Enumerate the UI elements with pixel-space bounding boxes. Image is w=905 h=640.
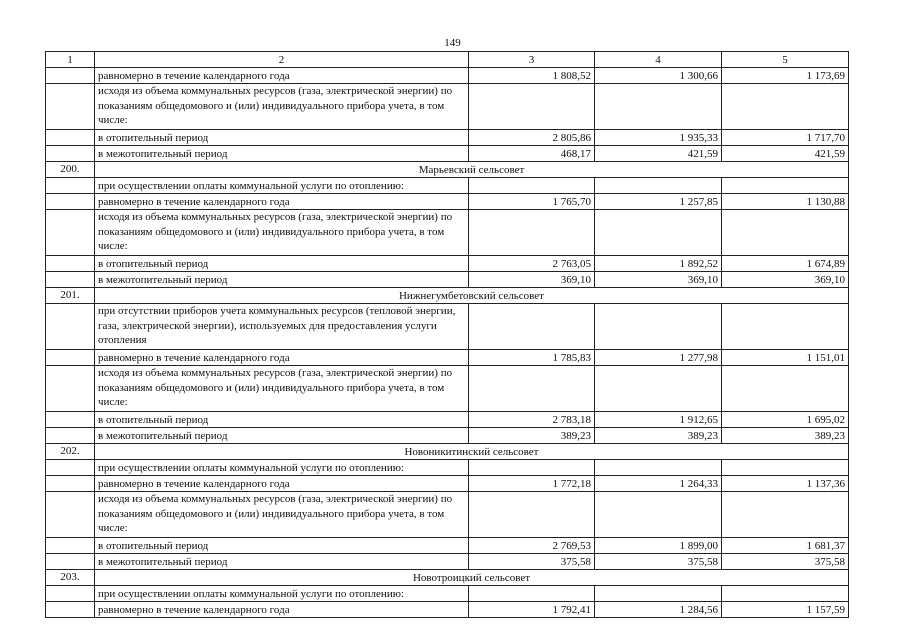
value-col-5: 1 157,59 [722, 602, 849, 618]
value-col-3 [469, 210, 595, 256]
row-number [46, 210, 95, 256]
value-col-3: 1 772,18 [469, 476, 595, 492]
row-label: исходя из объема коммунальных ресурсов (газа, электрической энергии) по показаниям общедомового и (или) индивидуального прибора учета, в том числе: [95, 84, 469, 130]
value-col-3: 2 783,18 [469, 412, 595, 428]
row-label: исходя из объема коммунальных ресурсов (газа, электрической энергии) по показаниям общедомового и (или) индивидуального прибора учета, в том числе: [95, 492, 469, 538]
row-number [46, 554, 95, 570]
row-label: равномерно в течение календарного года [95, 602, 469, 618]
header-col-1: 1 [46, 52, 95, 68]
value-col-4: 1 892,52 [595, 256, 722, 272]
row-number [46, 412, 95, 428]
table-row [46, 130, 849, 146]
row-number [46, 256, 95, 272]
row-label: при осуществлении оплаты коммунальной услуги по отоплению: [95, 460, 469, 476]
table-row [46, 366, 849, 412]
table-row [46, 476, 849, 492]
value-col-3: 468,17 [469, 146, 595, 162]
value-col-5 [722, 84, 849, 130]
row-number [46, 428, 95, 444]
table-row [46, 538, 849, 554]
section-number: 202. [46, 444, 95, 460]
section-number: 200. [46, 162, 95, 178]
table-row [46, 586, 849, 602]
section-row [46, 288, 849, 304]
value-col-5: 1 717,70 [722, 130, 849, 146]
table-row [46, 146, 849, 162]
table-row [46, 492, 849, 538]
row-number [46, 178, 95, 194]
row-label: в отопительный период [95, 256, 469, 272]
value-col-5: 1 674,89 [722, 256, 849, 272]
value-col-4: 1 284,56 [595, 602, 722, 618]
value-col-4: 1 277,98 [595, 350, 722, 366]
row-label: равномерно в течение календарного года [95, 476, 469, 492]
value-col-3 [469, 84, 595, 130]
value-col-3: 375,58 [469, 554, 595, 570]
row-label: исходя из объема коммунальных ресурсов (газа, электрической энергии) по показаниям общедомового и (или) индивидуального прибора учета, в том числе: [95, 366, 469, 412]
value-col-4 [595, 178, 722, 194]
row-label: в отопительный период [95, 538, 469, 554]
row-number [46, 146, 95, 162]
value-col-4: 1 899,00 [595, 538, 722, 554]
section-title: Новотроицкий сельсовет [95, 570, 849, 586]
table-row [46, 272, 849, 288]
value-col-5: 1 681,37 [722, 538, 849, 554]
value-col-4 [595, 84, 722, 130]
value-col-3 [469, 178, 595, 194]
page-number: 149 [444, 37, 461, 49]
row-number [46, 492, 95, 538]
value-col-4 [595, 492, 722, 538]
row-label: равномерно в течение календарного года [95, 350, 469, 366]
value-col-4 [595, 460, 722, 476]
value-col-5 [722, 460, 849, 476]
value-col-5: 421,59 [722, 146, 849, 162]
section-row [46, 570, 849, 586]
value-col-5 [722, 586, 849, 602]
value-col-5: 1 173,69 [722, 68, 849, 84]
value-col-5 [722, 178, 849, 194]
value-col-5: 389,23 [722, 428, 849, 444]
value-col-3: 389,23 [469, 428, 595, 444]
table-row [46, 194, 849, 210]
value-col-5: 1 130,88 [722, 194, 849, 210]
row-number [46, 194, 95, 210]
value-col-3 [469, 586, 595, 602]
table-row [46, 68, 849, 84]
value-col-5: 1 695,02 [722, 412, 849, 428]
table-row [46, 554, 849, 570]
table-row [46, 460, 849, 476]
row-label: равномерно в течение календарного года [95, 194, 469, 210]
section-number: 201. [46, 288, 95, 304]
value-col-3: 2 805,86 [469, 130, 595, 146]
value-col-4: 1 935,33 [595, 130, 722, 146]
value-col-4: 1 264,33 [595, 476, 722, 492]
header-row [46, 52, 849, 68]
value-col-3 [469, 304, 595, 350]
row-label: при отсутствии приборов учета коммунальных ресурсов (тепловой энергии, газа, электрической энергии), используемых для предоставления услуги отопления [95, 304, 469, 350]
row-number [46, 460, 95, 476]
value-col-4: 421,59 [595, 146, 722, 162]
row-label: в отопительный период [95, 412, 469, 428]
tariff-table-body [46, 52, 849, 618]
value-col-3: 1 808,52 [469, 68, 595, 84]
table-row [46, 84, 849, 130]
value-col-3 [469, 492, 595, 538]
row-label: в отопительный период [95, 130, 469, 146]
value-col-5: 1 151,01 [722, 350, 849, 366]
section-title: Новоникитинский сельсовет [95, 444, 849, 460]
row-label: при осуществлении оплаты коммунальной услуги по отоплению: [95, 586, 469, 602]
value-col-5 [722, 492, 849, 538]
header-col-2: 2 [95, 52, 469, 68]
row-label: в межотопительный период [95, 146, 469, 162]
table-row [46, 602, 849, 618]
row-number [46, 602, 95, 618]
value-col-3: 1 792,41 [469, 602, 595, 618]
value-col-3: 1 785,83 [469, 350, 595, 366]
value-col-5 [722, 366, 849, 412]
section-title: Марьевский сельсовет [95, 162, 849, 178]
row-label: в межотопительный период [95, 554, 469, 570]
table-row [46, 210, 849, 256]
value-col-5: 1 137,36 [722, 476, 849, 492]
value-col-3 [469, 460, 595, 476]
row-number [46, 304, 95, 350]
row-number [46, 84, 95, 130]
row-label: в межотопительный период [95, 428, 469, 444]
value-col-3: 1 765,70 [469, 194, 595, 210]
section-row [46, 162, 849, 178]
value-col-4: 1 912,65 [595, 412, 722, 428]
value-col-3: 2 769,53 [469, 538, 595, 554]
value-col-4 [595, 586, 722, 602]
row-number [46, 538, 95, 554]
row-number [46, 350, 95, 366]
row-label: равномерно в течение календарного года [95, 68, 469, 84]
table-row [46, 412, 849, 428]
value-col-3: 369,10 [469, 272, 595, 288]
header-col-4: 4 [595, 52, 722, 68]
row-number [46, 272, 95, 288]
table-row [46, 350, 849, 366]
value-col-5 [722, 304, 849, 350]
value-col-4: 389,23 [595, 428, 722, 444]
value-col-4 [595, 210, 722, 256]
section-title: Нижнегумбетовский сельсовет [95, 288, 849, 304]
table-row [46, 428, 849, 444]
value-col-3: 2 763,05 [469, 256, 595, 272]
value-col-5: 369,10 [722, 272, 849, 288]
table-row [46, 304, 849, 350]
value-col-4: 375,58 [595, 554, 722, 570]
value-col-5 [722, 210, 849, 256]
value-col-4: 1 300,66 [595, 68, 722, 84]
row-number [46, 130, 95, 146]
row-label: исходя из объема коммунальных ресурсов (газа, электрической энергии) по показаниям общедомового и (или) индивидуального прибора учета, в том числе: [95, 210, 469, 256]
value-col-4 [595, 304, 722, 350]
section-number: 203. [46, 570, 95, 586]
row-number [46, 68, 95, 84]
row-number [46, 586, 95, 602]
value-col-3 [469, 366, 595, 412]
value-col-4 [595, 366, 722, 412]
section-row [46, 444, 849, 460]
value-col-4: 1 257,85 [595, 194, 722, 210]
table-row [46, 178, 849, 194]
value-col-5: 375,58 [722, 554, 849, 570]
row-label: в межотопительный период [95, 272, 469, 288]
row-number [46, 476, 95, 492]
header-col-5: 5 [722, 52, 849, 68]
value-col-4: 369,10 [595, 272, 722, 288]
header-col-3: 3 [469, 52, 595, 68]
row-number [46, 366, 95, 412]
tariff-table [45, 51, 849, 618]
row-label: при осуществлении оплаты коммунальной услуги по отоплению: [95, 178, 469, 194]
table-row [46, 256, 849, 272]
